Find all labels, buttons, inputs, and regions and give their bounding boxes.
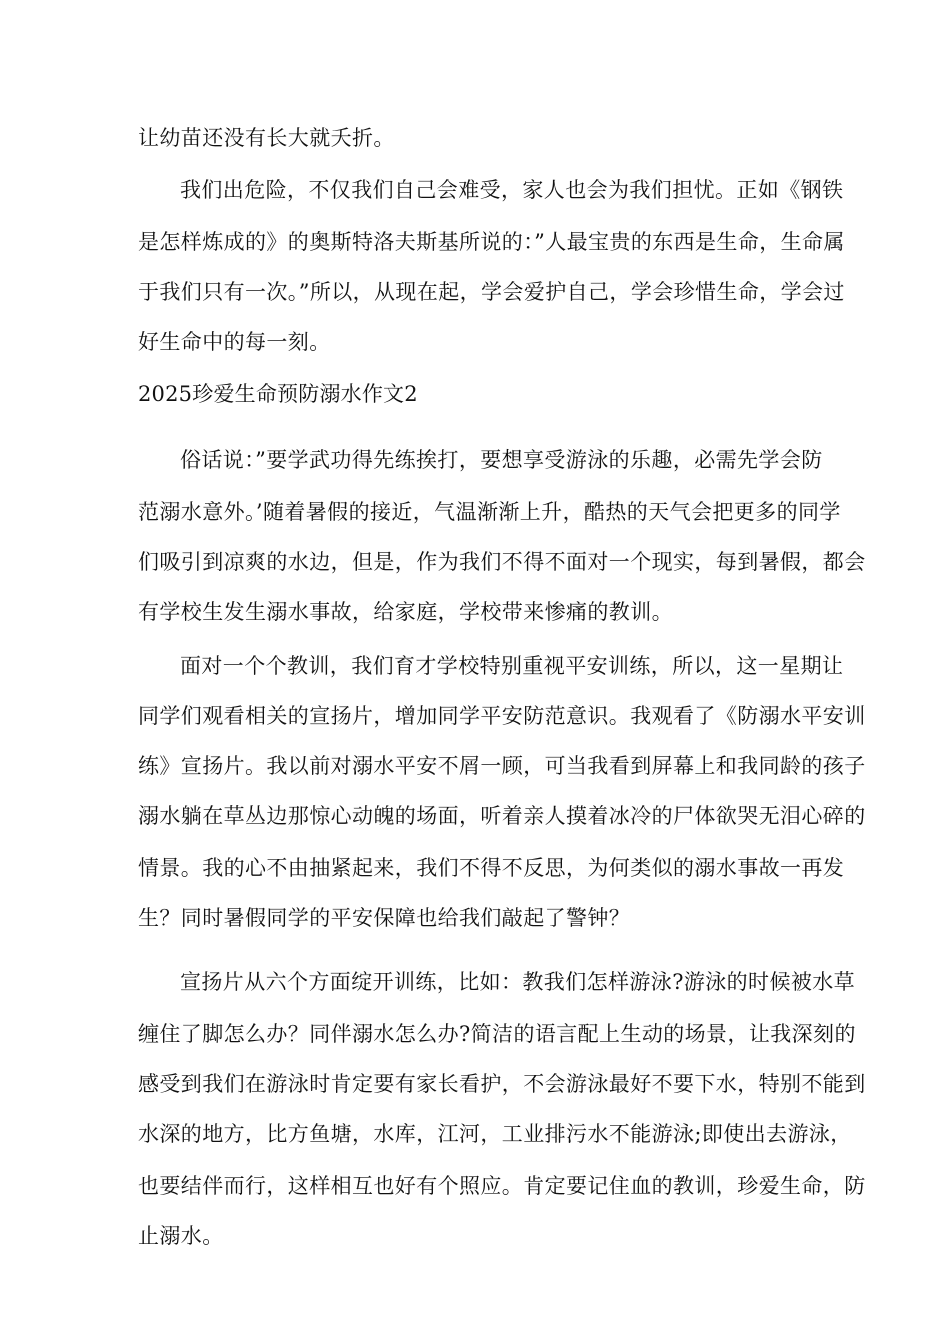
paragraph-line: 于我们只有一次。”所以，从现在起，学会爱护自己，学会珍惜生命，学会过 [138, 280, 845, 304]
paragraph-line: 同学们观看相关的宣扬片，增加同学平安防范意识。我观看了《防溺水平安训 [138, 704, 866, 728]
paragraph-line: 溺水躺在草丛边那惊心动魄的场面，听着亲人摸着冰冷的尸体欲哭无泪心碎的 [138, 804, 866, 828]
section-heading: 2025珍爱生命预防溺水作文2 [138, 382, 418, 406]
paragraph-line: 练》宣扬片。我以前对溺水平安不屑一顾，可当我看到屏幕上和我同龄的孩子 [138, 754, 866, 778]
paragraph-line: 有学校生发生溺水事故，给家庭，学校带来惨痛的教训。 [138, 600, 673, 624]
paragraph-line: 水深的地方，比方鱼塘，水库，江河，工业排污水不能游泳;即使出去游泳， [138, 1122, 852, 1146]
paragraph-line: 范溺水意外。’随着暑假的接近，气温渐渐上升，酷热的天气会把更多的同学 [138, 500, 841, 524]
paragraph-line: 感受到我们在游泳时肯定要有家长看护，不会游泳最好不要下水，特别不能到 [138, 1072, 866, 1096]
paragraph-line: 缠住了脚怎么办？同伴溺水怎么办?简洁的语言配上生动的场景，让我深刻的 [138, 1022, 856, 1046]
paragraph-line: 我们出危险，不仅我们自己会难受，家人也会为我们担忧。正如《钢铁 [180, 178, 844, 202]
paragraph-line: 也要结伴而行，这样相互也好有个照应。肯定要记住血的教训，珍爱生命，防 [138, 1174, 866, 1198]
paragraph-line: 面对一个个教训，我们育才学校特别重视平安训练，所以，这一星期让 [180, 654, 844, 678]
paragraph-line: 止溺水。 [138, 1224, 224, 1248]
paragraph-line: 俗话说：”要学武功得先练挨打，要想享受游泳的乐趣，必需先学会防 [180, 448, 823, 472]
paragraph-line: 好生命中的每一刻。 [138, 330, 331, 354]
paragraph-line: 让幼苗还没有长大就夭折。 [138, 126, 395, 150]
paragraph-line: 生？同时暑假同学的平安保障也给我们敲起了警钟？ [138, 906, 631, 930]
paragraph-line: 们吸引到凉爽的水边，但是，作为我们不得不面对一个现实，每到暑假，都会 [138, 550, 866, 574]
paragraph-line: 情景。我的心不由抽紧起来，我们不得不反思，为何类似的溺水事故一再发 [138, 856, 845, 880]
paragraph-line: 是怎样炼成的》的奥斯特洛夫斯基所说的：”人最宝贵的东西是生命，生命属 [138, 230, 845, 254]
paragraph-line: 宣扬片从六个方面绽开训练，比如：教我们怎样游泳?游泳的时候被水草 [180, 970, 856, 994]
